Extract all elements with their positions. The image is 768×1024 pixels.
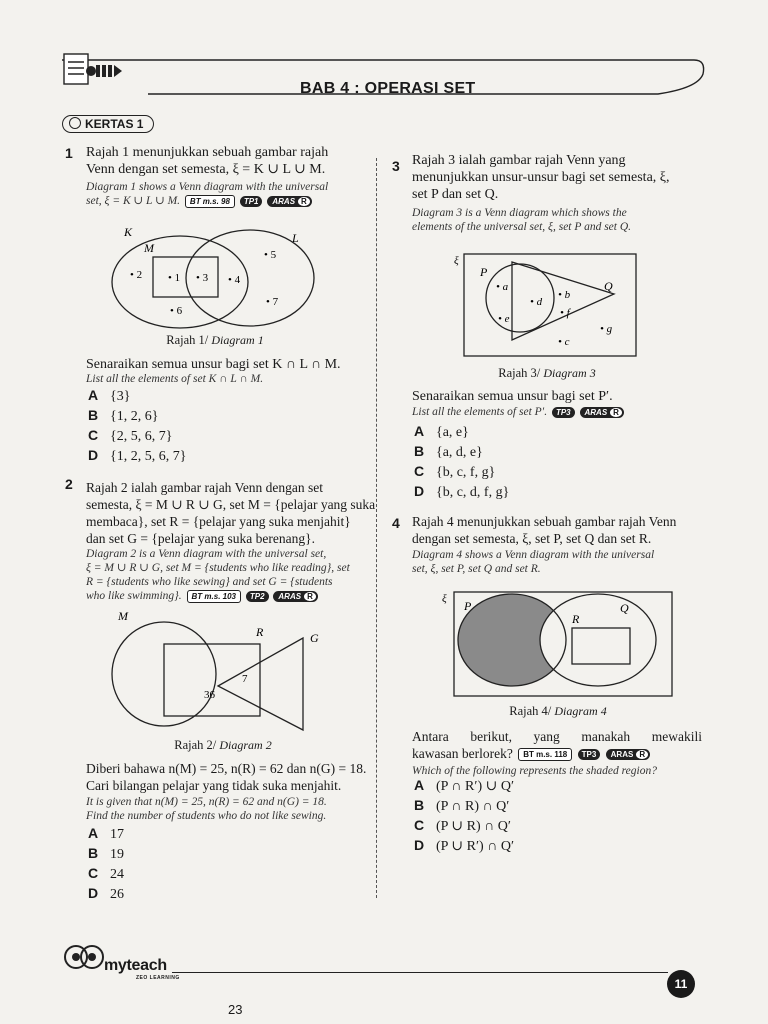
element-c: • c: [558, 336, 570, 348]
label-xi: ξ: [454, 255, 459, 267]
element-2: • 2: [130, 269, 143, 281]
q2-line1: Rajah 2 ialah gambar rajah Venn dengan set: [86, 480, 324, 495]
element-g: • g: [600, 323, 613, 335]
option-a[interactable]: [414, 422, 509, 442]
q1-en-line1: Diagram 1 shows a Venn diagram with the universal: [86, 181, 329, 193]
aras-label: ARAS: [610, 750, 634, 760]
option-text: 17: [110, 827, 124, 842]
option-text: {b, c, f, g}: [436, 465, 496, 480]
brand-tagline: ZEO LEARNING: [136, 975, 180, 981]
set-r-rect: [572, 628, 630, 664]
option-a[interactable]: [88, 386, 186, 406]
question-2-english: [86, 547, 376, 603]
caption-1-ms: Rajah 1/: [166, 333, 209, 347]
circle-icon: [69, 117, 81, 129]
option-letter: A: [88, 825, 99, 841]
aras-label: ARAS: [584, 407, 608, 417]
question-4-text: [412, 513, 712, 547]
option-text: (P ∪ R) ∩ Q′: [436, 819, 511, 834]
textbook-ref-badge: BT m.s. 103: [187, 590, 241, 603]
q2-en-line1: Diagram 2 is a Venn diagram with the universal set,: [86, 548, 327, 560]
q4-line2: dengan set semesta, ξ, set P, set Q dan set R.: [412, 531, 652, 546]
label-g: G: [310, 631, 319, 645]
caption-4-ms: Rajah 4/: [509, 704, 552, 718]
aras-level: R: [610, 408, 622, 417]
q2-en-line2: ξ = M ∪ R ∪ G, set M = {students who like reading}, set: [86, 562, 350, 574]
option-text: {1, 2, 6}: [110, 409, 159, 424]
question-number: 2: [65, 476, 73, 492]
q2-options: [88, 824, 124, 904]
label-q: Q: [620, 601, 629, 615]
q2-given-en-line2: Find the number of students who do not like sewing.: [86, 810, 327, 822]
caption-2-ms: Rajah 2/: [174, 738, 217, 752]
option-letter: C: [88, 865, 99, 881]
option-letter: D: [414, 837, 425, 853]
element-b: • b: [558, 289, 571, 301]
option-c[interactable]: [88, 864, 124, 884]
set-q-ellipse: [540, 594, 656, 686]
element-f: • f: [560, 307, 570, 319]
option-b[interactable]: [88, 844, 124, 864]
element-e: • e: [498, 313, 510, 325]
section-label: [62, 115, 154, 133]
question-3-text: [412, 152, 702, 203]
element-3: • 3: [196, 272, 209, 284]
question-2-text: [86, 479, 376, 547]
option-c[interactable]: [414, 816, 514, 836]
option-text: 26: [110, 887, 124, 902]
option-letter: B: [88, 407, 99, 423]
aras-label: ARAS: [272, 196, 296, 206]
option-letter: D: [88, 447, 99, 463]
question-4-english: [412, 548, 712, 576]
option-letter: B: [88, 845, 99, 861]
element-a: • a: [496, 281, 509, 293]
q2-given-line1: Diberi bahawa n(M) = 25, n(R) = 62 dan n(G) = 18.: [86, 761, 367, 776]
element-7: • 7: [266, 296, 279, 308]
option-letter: D: [88, 885, 99, 901]
q3-ask-en-row: [412, 405, 712, 419]
tp-level-badge: TP3: [552, 407, 575, 418]
caption-2: [108, 738, 338, 753]
q2-line3: membaca}, set R = {pelajar yang suka menjahit}: [86, 514, 351, 529]
caption-3-en: Diagram 3: [543, 366, 596, 380]
myteach-logo-icon: [64, 942, 104, 972]
venn-diagram-4: [440, 588, 676, 700]
option-text: {a, d, e}: [436, 445, 483, 460]
option-c[interactable]: [414, 462, 509, 482]
element-5: • 5: [264, 249, 277, 261]
question-number: 3: [392, 158, 400, 174]
caption-1: [100, 333, 330, 348]
aras-badge: [267, 196, 311, 207]
venn-diagram-1: [100, 220, 330, 330]
q4-line1: Rajah 4 menunjukkan sebuah gambar rajah Venn: [412, 514, 677, 529]
element-6: • 6: [170, 305, 183, 317]
value-7: 7: [242, 673, 248, 685]
set-p-circle: [486, 264, 554, 332]
column-divider: [376, 158, 377, 898]
question-1-text: [86, 144, 371, 178]
textbook-ref-badge: BT m.s. 98: [185, 195, 235, 208]
page-number-badge: 11: [667, 970, 695, 998]
tp-level-badge: TP2: [246, 591, 269, 602]
caption-4-en: Diagram 4: [554, 704, 607, 718]
caption-2-en: Diagram 2: [219, 738, 272, 752]
option-letter: C: [88, 427, 99, 443]
q1-en-line2: set, ξ = K ∪ L ∪ M.: [86, 195, 181, 207]
section-text: KERTAS 1: [85, 117, 144, 131]
caption-3-ms: Rajah 3/: [498, 366, 541, 380]
universal-set-rect: [464, 254, 636, 356]
option-b[interactable]: [414, 796, 514, 816]
label-q: Q: [604, 279, 613, 293]
option-d[interactable]: [414, 482, 509, 502]
venn-diagram-3: [452, 248, 642, 360]
option-text: (P ∪ R′) ∩ Q′: [436, 839, 515, 854]
option-b[interactable]: [88, 406, 186, 426]
option-letter: C: [414, 817, 425, 833]
option-letter: D: [414, 483, 425, 499]
option-text: {1, 2, 5, 6, 7}: [110, 449, 187, 464]
option-a[interactable]: [88, 824, 124, 844]
label-xi: ξ: [442, 593, 447, 605]
caption-1-en: Diagram 1: [211, 333, 264, 347]
q4-ask-line1: Antara berikut, yang manakah mewakili: [412, 729, 702, 744]
label-m: M: [144, 241, 154, 255]
q3-en-line2: elements of the universal set, ξ, set P and set Q.: [412, 221, 632, 233]
question-3-english: [412, 206, 702, 234]
q2-en-line4: who like swimming}.: [86, 590, 182, 602]
q1-line1: Rajah 1 menunjukkan sebuah gambar rajah: [86, 145, 329, 160]
question-number: 4: [392, 515, 400, 531]
q1-line2: Venn dengan set semesta, ξ = K ∪ L ∪ M.: [86, 162, 326, 177]
option-b[interactable]: [414, 442, 509, 462]
label-r: R: [572, 612, 580, 626]
aras-badge: [273, 591, 317, 602]
caption-3: [452, 366, 642, 381]
q2-given-line2: Cari bilangan pelajar yang tidak suka menjahit.: [86, 778, 342, 793]
label-m: M: [118, 609, 128, 623]
option-text: (P ∩ R′) ∪ Q′: [436, 779, 515, 794]
option-letter: A: [88, 387, 99, 403]
chapter-title: BAB 4 : OPERASI SET: [300, 80, 476, 97]
option-d[interactable]: [88, 884, 124, 904]
element-d: • d: [530, 296, 543, 308]
q4-en-line2: set, ξ, set P, set Q and set R.: [412, 563, 541, 575]
question-1-english: [86, 180, 376, 208]
option-text: {2, 5, 6, 7}: [110, 429, 173, 444]
option-text: 19: [110, 847, 124, 862]
option-d[interactable]: [88, 446, 186, 466]
q2-given-en-line1: It is given that n(M) = 25, n(R) = 62 and n(G) = 18.: [86, 796, 327, 808]
label-l: L: [292, 231, 299, 245]
q3-ask: Senaraikan semua unsur bagi set P′.: [412, 389, 613, 404]
tp-level-badge: TP3: [578, 749, 601, 760]
venn-diagram-2: [108, 608, 338, 738]
q2-given-en: [86, 795, 376, 823]
value-36: 36: [204, 689, 215, 701]
q2-line2: semesta, ξ = M ∪ R ∪ G, set M = {pelajar yang suka: [86, 497, 376, 512]
q2-en-line3: R = {students who like sewing} and set G = {students: [86, 576, 333, 588]
brand-name: myteach: [104, 957, 167, 974]
q3-line1: Rajah 3 ialah gambar rajah Venn yang: [412, 153, 626, 168]
option-c[interactable]: [88, 426, 186, 446]
option-text: 24: [110, 867, 124, 882]
option-text: {b, c, d, f, g}: [436, 485, 510, 500]
tp-level-badge: TP1: [240, 196, 263, 207]
option-text: (P ∩ R) ∩ Q′: [436, 799, 510, 814]
q3-line2: menunjukkan unsur-unsur bagi set semesta, ξ,: [412, 170, 670, 185]
element-1: • 1: [168, 272, 181, 284]
q2-given: [86, 760, 376, 794]
aras-level: R: [304, 592, 316, 601]
label-k: K: [124, 225, 133, 239]
aras-badge: [580, 407, 624, 418]
aras-label: ARAS: [278, 591, 302, 601]
q4-options: [414, 776, 514, 856]
option-letter: A: [414, 777, 425, 793]
option-letter: C: [414, 463, 425, 479]
option-letter: B: [414, 797, 425, 813]
aras-badge: [606, 749, 650, 760]
q3-options: [414, 422, 509, 502]
label-p: P: [480, 265, 488, 279]
option-letter: A: [414, 423, 425, 439]
aras-level: R: [298, 197, 310, 206]
q2-line4: dan set G = {pelajar yang suka berenang}.: [86, 531, 315, 546]
q1-ask: Senaraikan semua unsur bagi set K ∩ L ∩ M.: [86, 357, 341, 372]
question-number: 1: [65, 145, 73, 161]
set-q-triangle: [512, 262, 614, 340]
q3-en-line1: Diagram 3 is a Venn diagram which shows the: [412, 207, 627, 219]
option-a[interactable]: [414, 776, 514, 796]
q3-ask-en: List all the elements of set P′.: [412, 406, 548, 418]
option-text: {3}: [110, 389, 131, 404]
q1-ask-en: List all the elements of set K ∩ L ∩ M.: [86, 373, 264, 385]
q4-ask-line2: kawasan berlorek?: [412, 746, 513, 761]
textbook-ref-badge: BT m.s. 118: [518, 748, 572, 761]
q3-line3: set P dan set Q.: [412, 187, 499, 202]
q1-options: [88, 386, 186, 466]
option-text: {a, e}: [436, 425, 469, 440]
q4-ask-row: [412, 745, 712, 762]
option-d[interactable]: [414, 836, 514, 856]
option-letter: B: [414, 443, 425, 459]
bottom-number: 23: [228, 1002, 243, 1017]
element-4: • 4: [228, 274, 241, 286]
aras-level: R: [636, 750, 648, 759]
label-p: P: [464, 599, 472, 613]
q4-ask-en: Which of the following represents the shaded region?: [412, 765, 657, 777]
q4-en-line1: Diagram 4 shows a Venn diagram with the universal: [412, 549, 655, 561]
label-r: R: [256, 625, 264, 639]
caption-4: [440, 704, 676, 719]
footer-rule: [172, 972, 668, 973]
